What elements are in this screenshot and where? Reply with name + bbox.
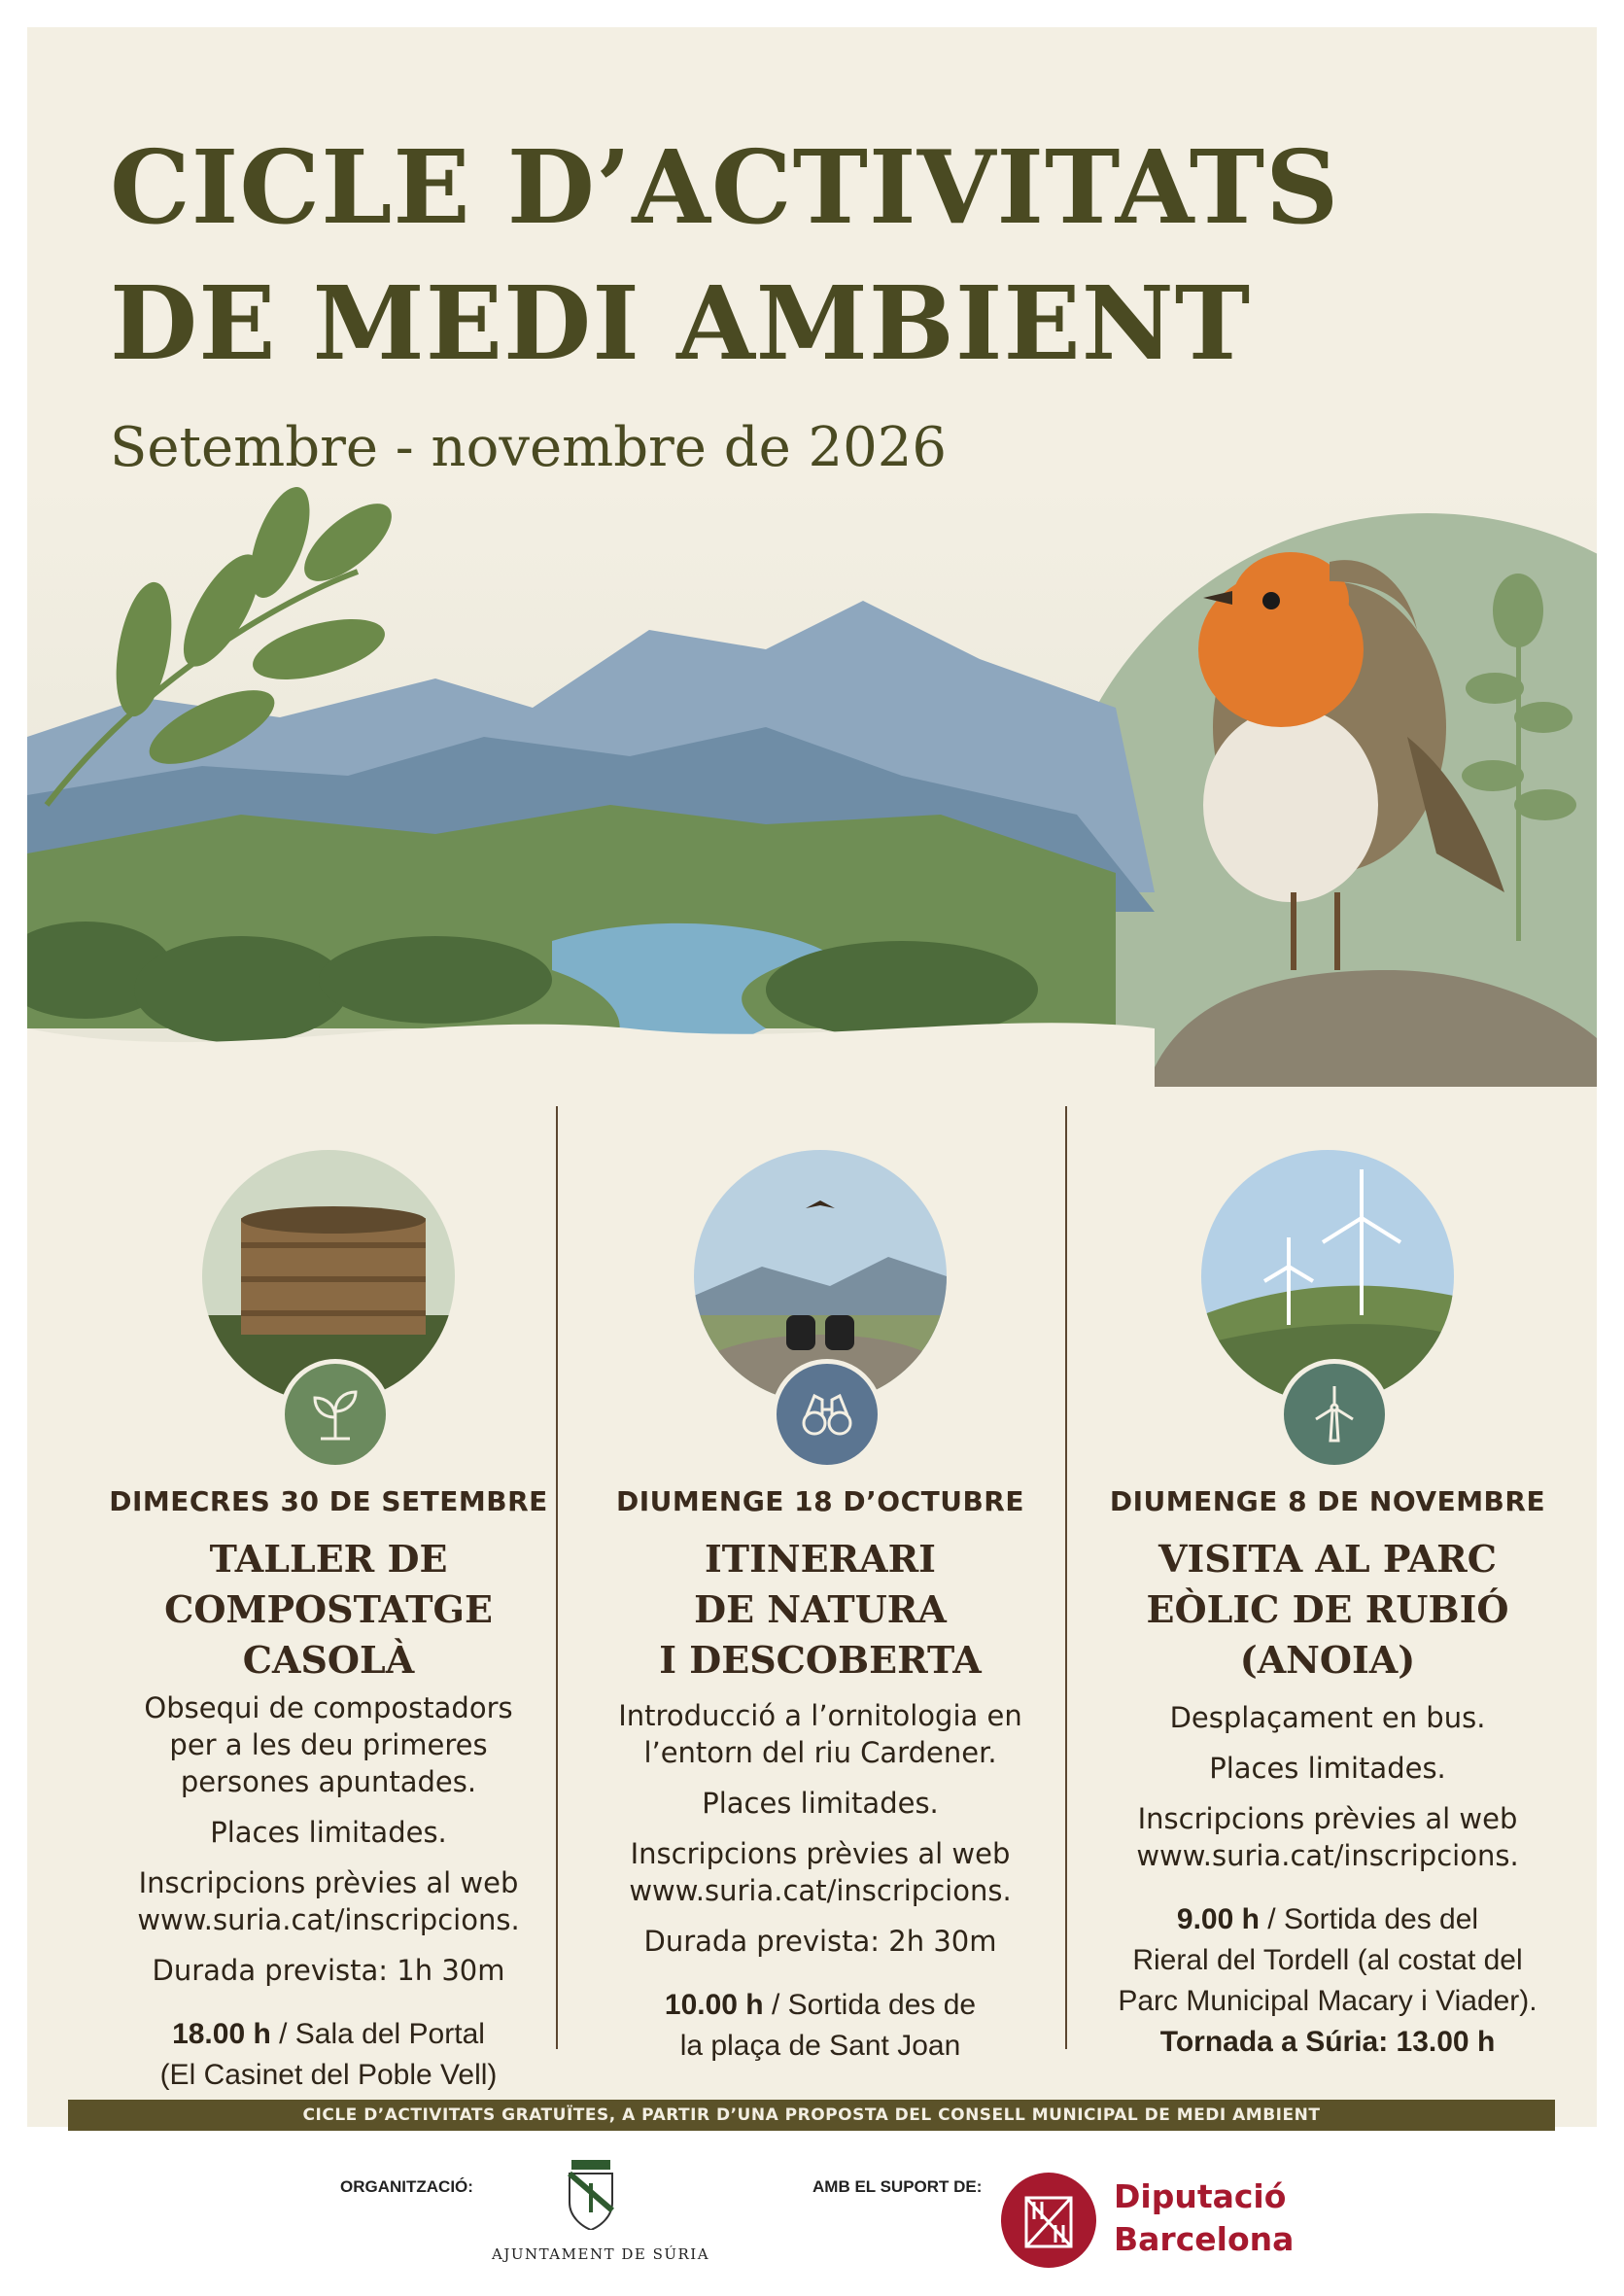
event-date: DIUMENGE 8 DE NOVEMBRE [1109,1485,1546,1517]
page-title [110,120,1339,392]
sprout-icon [280,1359,391,1470]
poster [27,27,1597,2127]
landscape-illustration [27,484,1597,1087]
duration: Durada prevista: 1h 30m [152,1954,505,1987]
event-time-location [1085,1899,1571,2063]
event-date: DIUMENGE 18 D’OCTUBRE [616,1485,1024,1517]
event-details [577,1697,1063,2067]
event-time: 18.00 h [172,2018,271,2050]
event-time: 10.00 h [664,1989,764,2021]
event-location-line: Rieral del Tordell (al costat del [1132,1944,1523,1976]
events-section [27,1096,1597,2091]
free-activities-banner: CICLE D’ACTIVITATS GRATUÏTES, A PARTIR D’UNA PROPOSTA DEL CONSELL MUNICIPAL DE MEDI AMBIENT [68,2100,1555,2131]
event-title-line: CASOLÀ [242,1638,415,1682]
places-note: Places limitades. [1209,1752,1446,1785]
registration-text: Inscripcions prèvies al web [138,1866,519,1899]
event-time: 9.00 h [1176,1903,1260,1935]
organizer-name: AJUNTAMENT DE SÚRIA [492,2245,710,2263]
support-name [1114,2175,1294,2261]
event-date: DIMECRES 30 DE SETEMBRE [109,1485,548,1517]
support-name-line: Barcelona [1114,2220,1295,2258]
wind-turbine-icon [1279,1359,1390,1470]
event-title-line: VISITA AL PARC [1158,1537,1497,1581]
registration-link[interactable]: www.suria.cat/inscripcions. [1136,1839,1519,1872]
event-title-line: TALLER DE [209,1537,448,1581]
event-compost [86,1096,571,2091]
places-note: Places limitades. [702,1787,939,1820]
event-title-line: ITINERARI [705,1537,936,1581]
event-location-line: la plaça de Sant Joan [679,2030,961,2062]
event-description-line: persones apuntades. [180,1765,477,1798]
event-time-location [577,1985,1063,2067]
diputacio-barcelona-logo [1001,2173,1096,2268]
event-nature-walk [577,1096,1063,2088]
event-description-line: Obsequi de compostadors [144,1691,513,1724]
event-description-line: per a les deu primeres [169,1728,488,1761]
event-title-line: EÒLIC DE RUBIÓ [1146,1587,1509,1631]
event-title [577,1534,1063,1686]
event-title-line: I DESCOBERTA [659,1638,982,1682]
registration-text: Inscripcions prèvies al web [630,1837,1011,1870]
event-details [1085,1699,1571,2063]
event-location-line: / Sortida des del [1259,1903,1479,1935]
event-return-time: Tornada a Súria: 13.00 h [1159,2026,1496,2058]
title-line-2: DE MEDI AMBIENT [110,263,1252,383]
event-time-location [86,2014,571,2096]
places-note: Places limitades. [210,1816,447,1849]
event-description-line: Introducció a l’ornitologia en [618,1699,1022,1732]
event-title [1085,1534,1571,1686]
event-location-line: (El Casinet del Poble Vell) [159,2059,498,2091]
registration-link[interactable]: www.suria.cat/inscripcions. [137,1903,520,1936]
event-location-line: / Sala del Portal [270,2018,485,2050]
event-title-line: (ANOIA) [1239,1638,1416,1682]
event-description-line: Desplaçament en bus. [1169,1701,1486,1734]
support-label: AMB EL SUPORT DE: [812,2177,983,2196]
support-name-line: Diputació [1114,2177,1287,2215]
registration-link[interactable]: www.suria.cat/inscripcions. [629,1874,1012,1907]
ajuntament-suria-logo [562,2160,620,2230]
date-range-subtitle: Setembre - novembre de 2026 [110,416,948,479]
event-location-line: Parc Municipal Macary i Viader). [1118,1985,1538,2017]
event-wind-farm [1085,1096,1571,2088]
event-title [86,1534,571,1686]
binoculars-icon [772,1359,882,1470]
title-line-1: CICLE D’ACTIVITATS [110,127,1340,247]
event-title-line: DE NATURA [694,1587,947,1631]
organizer-label: ORGANITZACIÓ: [340,2177,473,2196]
duration: Durada prevista: 2h 30m [643,1925,997,1958]
event-description-line: l’entorn del riu Cardener. [643,1736,997,1769]
registration-text: Inscripcions prèvies al web [1137,1802,1518,1835]
event-title-line: COMPOSTATGE [164,1587,493,1631]
event-details [86,1689,571,2096]
event-location-line: / Sortida des de [763,1989,977,2021]
